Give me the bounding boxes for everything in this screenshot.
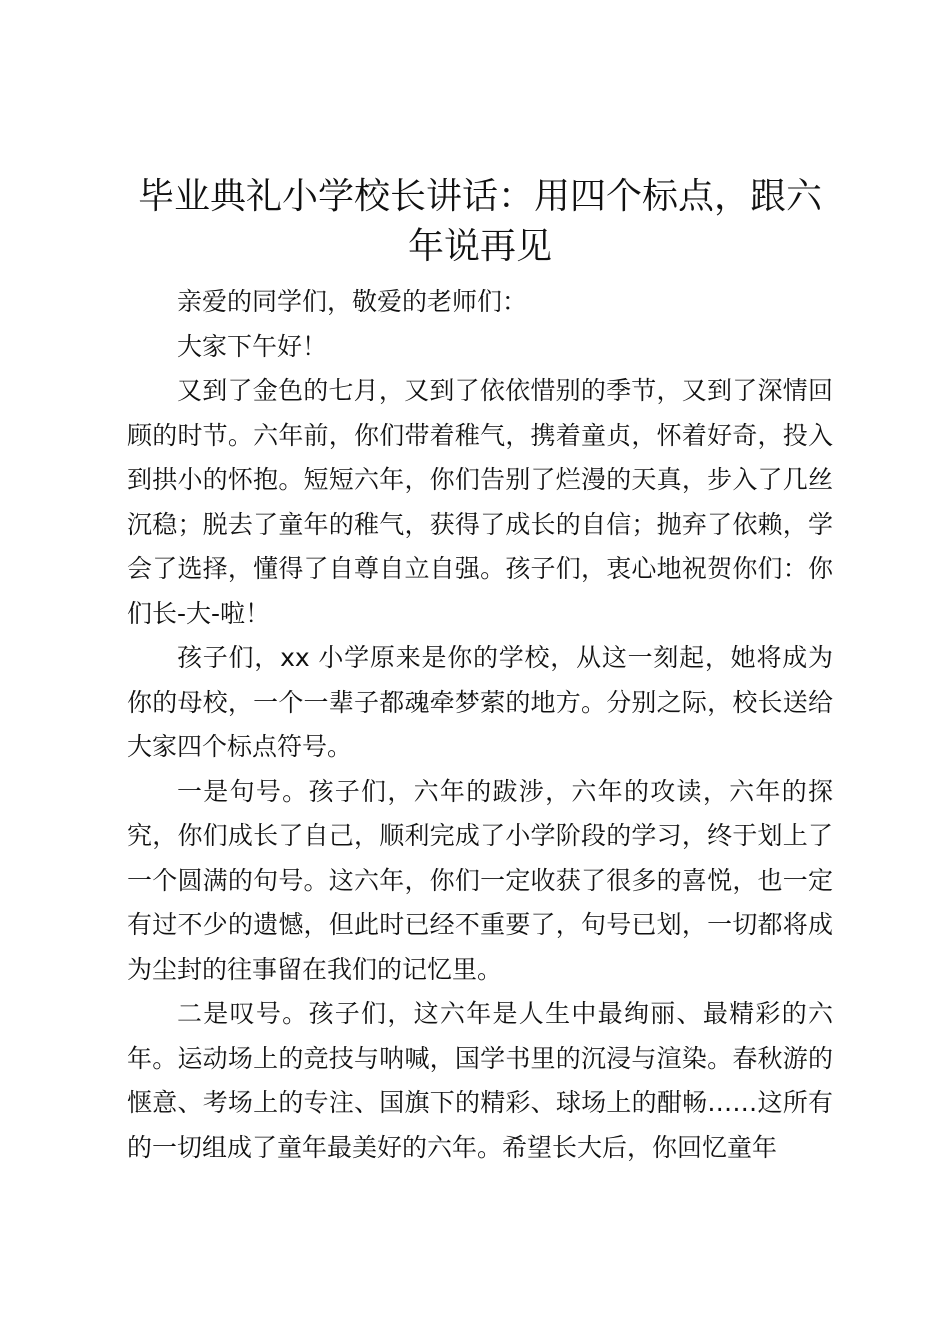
salutation-paragraph: 大家下午好！ bbox=[177, 331, 328, 361]
exclamation-section-paragraph: 二是叹号。孩子们，这六年是人生中最绚丽、最精彩的六年。运动场上的竞技与呐喊，国学书里的沉浸与渲染。春秋游的惬意、考场上的专注、国旗下的精彩、球场上的酣畅……这所有的一切组成了童年最美好的六年。希望长大后，你回忆童年 bbox=[127, 999, 833, 1162]
document-title: 毕业典礼小学校长讲话：用四个标点，跟六年说再见 bbox=[137, 176, 822, 267]
period-section-paragraph: 一是句号。孩子们，六年的跋涉，六年的攻读，六年的探究，你们成长了自己，顺利完成了小学阶段的学习，终于划上了一个圆满的句号。这六年，你们一定收获了很多的喜悦，也一定有过不少的遗憾，但此时已经不重要了，句号已划，一切都将成为尘封的往事留在我们的记忆里。 bbox=[127, 776, 833, 984]
body-paragraph: 又到了金色的七月，又到了依依惜别的季节，又到了深情回顾的时节。六年前，你们带着稚气，携着童贞，怀着好奇，投入到拱小的怀抱。短短六年，你们告别了烂漫的天真，步入了几丝沉稳；脱去了童年的稚气，获得了成长的自信；抛弃了依赖，学会了选择，懂得了自尊自立自强。孩子们，衷心地祝贺你们：你们长-大-啦！ bbox=[127, 376, 833, 628]
greeting-paragraph: 亲爱的同学们，敬爱的老师们： bbox=[177, 287, 528, 316]
document-body bbox=[127, 280, 833, 1170]
body-paragraph: 孩子们，xx 小学原来是你的学校，从这一刻起，她将成为你的母校，一个一辈子都魂牵梦萦的地方。分别之际，校长送给大家四个标点符号。 bbox=[127, 643, 833, 761]
